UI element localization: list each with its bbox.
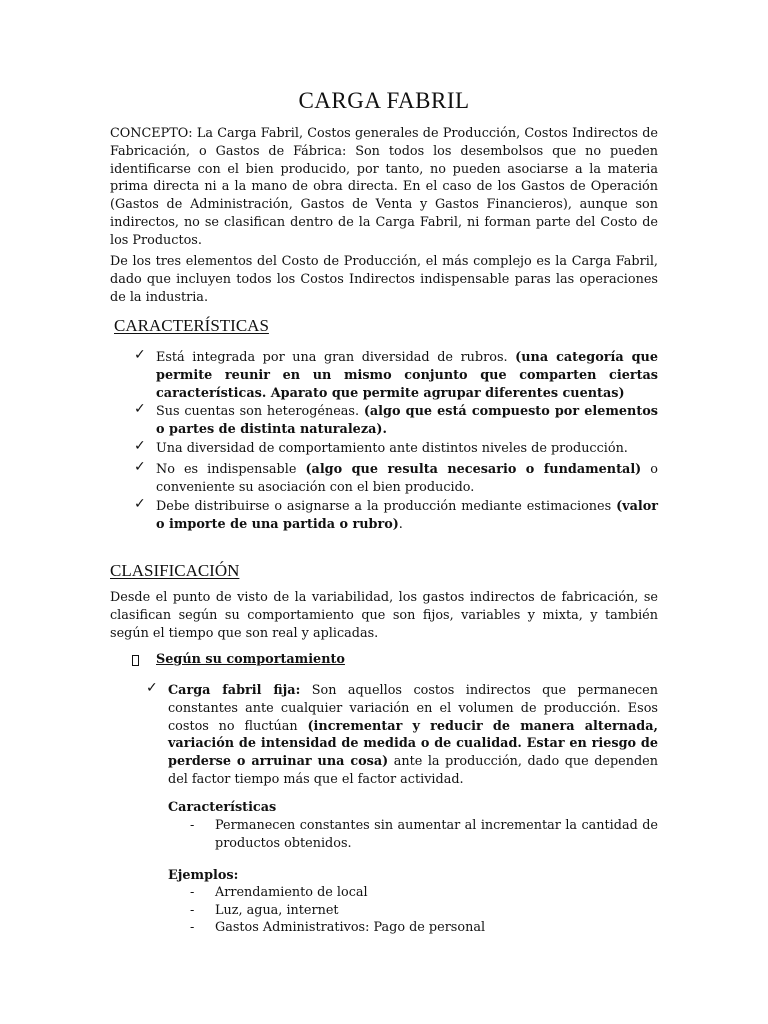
dash-bullet: - <box>190 903 195 918</box>
list-item: Una diversidad de comportamiento ante distintos niveles de producción. <box>156 441 628 456</box>
list-item: Luz, agua, internet <box>215 903 339 918</box>
carga-fija-paragraph: Carga fabril fija: Son aquellos costos indirectos que permanecen constantes ante cualquier variación en el volumen de producción. Esos costos no fluctúan (incrementar y reducir de manera alternada, variación de intensidad de medida o de cualidad. Estar en riesgo de perderse o arruinar una cosa) ante la producción, dado que dependen del factor tiempo más que el factor actividad. <box>168 683 658 787</box>
concepto-paragraph: CONCEPTO: La Carga Fabril, Costos generales de Producción, Costos Indirectos de Fabricación, o Gastos de Fábrica: Son todos los desembolsos que no pueden identificarse con el bien producido, por tanto, no pueden asociarse a la materia prima directa ni a la mano de obra directa. En el caso de los Gastos de Operación (Gastos de Administración, Gastos de Venta y Gastos Financieros), aunque son indirectos, no se clasifican dentro de la Carga Fabril, ni forman parte del Costo de los Productos. <box>110 126 658 248</box>
list-item: Debe distribuirse o asignarse a la producción mediante estimaciones (valor o importe de una partida o rubro). <box>156 499 658 532</box>
list-item: Gastos Administrativos: Pago de personal <box>215 920 486 935</box>
dash-bullet: - <box>190 818 195 833</box>
sub-caracteristicas-heading: Características <box>168 800 277 815</box>
page-title: CARGA FABRIL <box>298 88 470 113</box>
check-icon: ✓ <box>134 496 146 512</box>
check-icon: ✓ <box>134 401 146 417</box>
ejemplos-heading: Ejemplos: <box>168 868 239 883</box>
intro-paragraph: De los tres elementos del Costo de Producción, el más complejo es la Carga Fabril, dado que incluyen todos los Costos Indirectos indispensable paras las operaciones de la industria. <box>110 254 658 305</box>
list-item: Arrendamiento de local <box>215 885 368 900</box>
clasificacion-heading: CLASIFICACIÓN <box>110 561 240 580</box>
segun-comportamiento-heading: Según su comportamiento <box>156 652 345 667</box>
dash-bullet: - <box>190 920 195 935</box>
clasificacion-paragraph: Desde el punto de visto de la variabilidad, los gastos indirectos de fabricación, se clasifican según su comportamiento que son fijos, variables y mixta, y también según el tiempo que son real y aplicadas. <box>110 590 658 641</box>
check-icon: ✓ <box>146 680 158 696</box>
square-bullet-icon <box>132 655 139 666</box>
check-icon: ✓ <box>134 459 146 475</box>
list-item: Permanecen constantes sin aumentar al incrementar la cantidad de productos obtenidos. <box>215 818 658 851</box>
list-item: Está integrada por una gran diversidad de rubros. (una categoría que permite reunir en un mismo conjunto que comparten ciertas características. Aparato que permite agrupar diferentes cuentas) <box>156 350 658 401</box>
dash-bullet: - <box>190 885 195 900</box>
check-icon: ✓ <box>134 347 146 363</box>
list-item: Sus cuentas son heterogéneas. (algo que está compuesto por elementos o partes de distinta naturaleza). <box>156 404 658 437</box>
caracteristicas-heading: CARACTERÍSTICAS <box>114 316 269 335</box>
check-icon: ✓ <box>134 438 146 454</box>
list-item: No es indispensable (algo que resulta necesario o fundamental) o conveniente su asociación con el bien producido. <box>156 462 658 495</box>
